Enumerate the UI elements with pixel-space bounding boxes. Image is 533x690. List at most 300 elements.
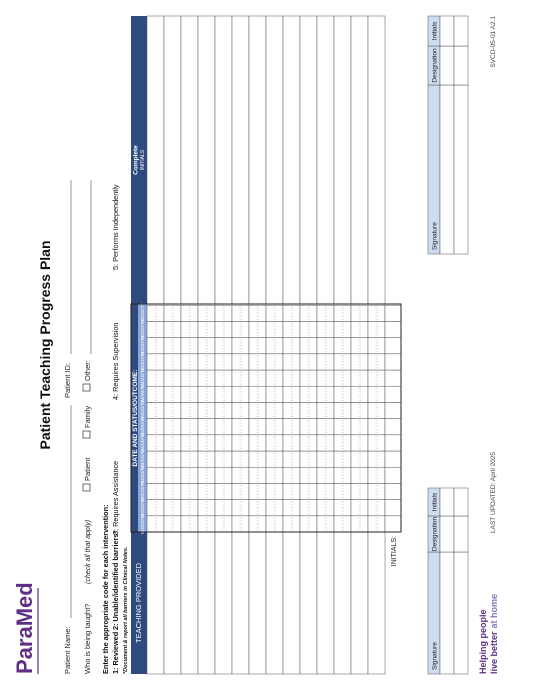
complete-initials-cell[interactable] <box>215 16 232 304</box>
option-other-label: Other: <box>83 360 92 381</box>
status-code-hint: 1 2 3 4 5 <box>307 452 311 467</box>
status-code-hint: 1 2 3 4 5 <box>205 387 209 402</box>
status-code-hint: 1 2 3 4 5 <box>188 354 192 369</box>
status-code-hint: 1 2 3 4 5 <box>341 371 345 386</box>
status-code-hint: 1 2 3 4 5 <box>154 387 158 402</box>
code-4: 4: Requires Supervision <box>111 322 120 400</box>
status-code-hint: 1 2 3 4 5 <box>239 484 243 499</box>
status-code-hint: 1 2 3 4 5 <box>256 403 260 418</box>
status-code-hint: 1 2 3 4 5 <box>290 435 294 450</box>
initials-cell[interactable] <box>385 435 401 451</box>
teaching-provided-cell[interactable] <box>249 532 266 674</box>
status-code-hint: 1 2 3 4 5 <box>307 338 311 353</box>
status-code-hint: 1 2 3 4 5 <box>205 419 209 434</box>
status-code-hint: 1 2 3 4 5 <box>273 419 277 434</box>
teaching-provided-cell[interactable] <box>232 532 249 674</box>
status-code-hint: 1 2 3 4 5 <box>205 403 209 418</box>
status-code-hint: 1 2 3 4 5 <box>358 338 362 353</box>
status-code-hint: 1 2 3 4 5 <box>154 306 158 321</box>
status-code-hint: 1 2 3 4 5 <box>358 387 362 402</box>
status-code-hint: 1 2 3 4 5 <box>154 452 158 467</box>
status-code-hint: 1 2 3 4 5 <box>375 468 379 483</box>
initials-cell[interactable] <box>385 354 401 370</box>
status-code-hint: 1 2 3 4 5 <box>324 306 328 321</box>
status-code-hint: 1 2 3 4 5 <box>154 403 158 418</box>
status-code-hint: 1 2 3 4 5 <box>341 435 345 450</box>
initials-cell[interactable] <box>385 419 401 435</box>
status-code-hint: 1 2 3 4 5 <box>290 500 294 515</box>
date-column-header: MM/DD/YY <box>140 464 145 486</box>
status-code-hint: 1 2 3 4 5 <box>324 435 328 450</box>
status-code-hint: 1 2 3 4 5 <box>222 338 226 353</box>
signature-entry-cell[interactable] <box>454 552 468 674</box>
signature-entry-cell[interactable] <box>440 488 454 516</box>
complete-initials-cell[interactable] <box>198 16 215 304</box>
teaching-provided-cell[interactable] <box>215 532 232 674</box>
status-code-hint: 1 2 3 4 5 <box>375 435 379 450</box>
status-code-hint: 1 2 3 4 5 <box>290 516 294 531</box>
status-code-hint: 1 2 3 4 5 <box>358 403 362 418</box>
status-code-hint: 1 2 3 4 5 <box>256 387 260 402</box>
status-code-hint: 1 2 3 4 5 <box>324 484 328 499</box>
status-code-hint: 1 2 3 4 5 <box>222 516 226 531</box>
initials-cell[interactable] <box>385 467 401 483</box>
status-code-hint: 1 2 3 4 5 <box>171 419 175 434</box>
status-code-hint: 1 2 3 4 5 <box>205 500 209 515</box>
signature-entry-cell[interactable] <box>440 46 454 85</box>
status-code-hint: 1 2 3 4 5 <box>154 322 158 337</box>
signature-header-label: Initials <box>431 492 439 512</box>
initials-cell[interactable] <box>385 483 401 499</box>
status-code-hint: 1 2 3 4 5 <box>188 484 192 499</box>
date-column-header: MM/DD/YY <box>140 367 145 389</box>
teaching-provided-cell[interactable] <box>283 532 300 674</box>
status-code-hint: 1 2 3 4 5 <box>205 338 209 353</box>
status-code-hint: 1 2 3 4 5 <box>239 387 243 402</box>
signature-entry-cell[interactable] <box>440 16 454 46</box>
status-code-hint: 1 2 3 4 5 <box>239 500 243 515</box>
status-code-hint: 1 2 3 4 5 <box>358 468 362 483</box>
status-code-hint: 1 2 3 4 5 <box>273 484 277 499</box>
status-code-hint: 1 2 3 4 5 <box>239 306 243 321</box>
status-code-hint: 1 2 3 4 5 <box>222 322 226 337</box>
status-code-hint: 1 2 3 4 5 <box>307 516 311 531</box>
signature-header-label: Signature <box>431 642 439 670</box>
complete-initials-cell[interactable] <box>147 16 164 304</box>
status-code-hint: 1 2 3 4 5 <box>375 387 379 402</box>
status-code-hint: 1 2 3 4 5 <box>188 338 192 353</box>
status-code-hint: 1 2 3 4 5 <box>222 500 226 515</box>
status-code-hint: 1 2 3 4 5 <box>307 403 311 418</box>
status-code-hint: 1 2 3 4 5 <box>205 306 209 321</box>
status-code-hint: 1 2 3 4 5 <box>205 371 209 386</box>
status-code-hint: 1 2 3 4 5 <box>375 306 379 321</box>
status-code-hint: 1 2 3 4 5 <box>222 387 226 402</box>
status-code-hint: 1 2 3 4 5 <box>307 435 311 450</box>
status-code-hint: 1 2 3 4 5 <box>171 516 175 531</box>
date-column-header: MM/DD/YY <box>140 416 145 438</box>
status-code-hint: 1 2 3 4 5 <box>222 354 226 369</box>
status-code-hint: 1 2 3 4 5 <box>222 435 226 450</box>
status-code-hint: 1 2 3 4 5 <box>273 338 277 353</box>
status-code-hint: 1 2 3 4 5 <box>358 419 362 434</box>
status-code-hint: 1 2 3 4 5 <box>239 338 243 353</box>
signature-header-label: Designation <box>431 516 439 552</box>
date-column-header: MM/DD/YY <box>140 497 145 519</box>
initials-cell[interactable] <box>385 370 401 386</box>
date-column-header: MM/DD/YY <box>140 383 145 405</box>
barriers-note: *Document & report all barriers in Clinical Notes. <box>123 546 129 674</box>
teaching-provided-cell[interactable] <box>368 532 385 674</box>
signature-entry-cell[interactable] <box>454 85 468 254</box>
status-code-hint: 1 2 3 4 5 <box>188 419 192 434</box>
signature-header-label: Designation <box>431 48 439 83</box>
status-code-hint: 1 2 3 4 5 <box>307 484 311 499</box>
status-code-hint: 1 2 3 4 5 <box>239 419 243 434</box>
date-column-header: MM/DD/YY <box>140 448 145 470</box>
instructions-heading: Enter the appropriate code for each intervention: <box>101 504 110 674</box>
status-code-hint: 1 2 3 4 5 <box>154 371 158 386</box>
status-code-hint: 1 2 3 4 5 <box>222 468 226 483</box>
status-code-hint: 1 2 3 4 5 <box>341 419 345 434</box>
status-code-hint: 1 2 3 4 5 <box>154 516 158 531</box>
status-code-hint: 1 2 3 4 5 <box>358 435 362 450</box>
status-code-hint: 1 2 3 4 5 <box>188 516 192 531</box>
initials-row-label: INITIALS: <box>391 536 398 567</box>
status-code-hint: 1 2 3 4 5 <box>188 452 192 467</box>
initials-cell[interactable] <box>385 305 401 321</box>
initials-cell[interactable] <box>385 386 401 402</box>
status-code-hint: 1 2 3 4 5 <box>256 338 260 353</box>
status-code-hint: 1 2 3 4 5 <box>154 354 158 369</box>
status-code-hint: 1 2 3 4 5 <box>307 306 311 321</box>
date-column-header: MM/DD/YY <box>140 302 145 324</box>
status-code-hint: 1 2 3 4 5 <box>171 403 175 418</box>
status-code-hint: 1 2 3 4 5 <box>205 452 209 467</box>
status-code-hint: 1 2 3 4 5 <box>324 354 328 369</box>
complete-initials-cell[interactable] <box>334 16 351 304</box>
status-code-hint: 1 2 3 4 5 <box>375 403 379 418</box>
signature-entry-cell[interactable] <box>454 488 468 516</box>
status-code-hint: 1 2 3 4 5 <box>273 403 277 418</box>
complete-initials-cell[interactable] <box>249 16 266 304</box>
complete-header: Complete <box>132 145 140 175</box>
status-code-hint: 1 2 3 4 5 <box>290 403 294 418</box>
status-code-hint: 1 2 3 4 5 <box>273 322 277 337</box>
status-code-hint: 1 2 3 4 5 <box>205 435 209 450</box>
status-code-hint: 1 2 3 4 5 <box>358 354 362 369</box>
teaching-provided-header: TEACHING PROVIDED <box>134 562 143 644</box>
status-code-hint: 1 2 3 4 5 <box>171 468 175 483</box>
tagline-line-1: Helping people <box>478 609 488 674</box>
status-code-hint: 1 2 3 4 5 <box>341 452 345 467</box>
status-code-hint: 1 2 3 4 5 <box>324 338 328 353</box>
complete-initials-subheader: INITIALS <box>140 149 146 171</box>
status-code-hint: 1 2 3 4 5 <box>188 306 192 321</box>
document-code: SVCD-05-01 A2.1 <box>490 16 497 68</box>
status-code-hint: 1 2 3 4 5 <box>205 322 209 337</box>
status-code-hint: 1 2 3 4 5 <box>256 516 260 531</box>
date-column-header: MM/DD/YY <box>140 481 145 502</box>
status-code-hint: 1 2 3 4 5 <box>290 387 294 402</box>
initials-cell[interactable] <box>385 321 401 337</box>
status-code-hint: 1 2 3 4 5 <box>341 484 345 499</box>
status-code-hint: 1 2 3 4 5 <box>239 468 243 483</box>
status-code-hint: 1 2 3 4 5 <box>171 354 175 369</box>
complete-initials-cell[interactable] <box>300 16 317 304</box>
status-code-hint: 1 2 3 4 5 <box>239 435 243 450</box>
status-code-hint: 1 2 3 4 5 <box>375 484 379 499</box>
status-code-hint: 1 2 3 4 5 <box>171 435 175 450</box>
status-code-hint: 1 2 3 4 5 <box>341 338 345 353</box>
tagline-live-better: live better <box>489 631 499 674</box>
code-2: 2: Unable/identified barriers* <box>111 530 120 630</box>
tagline-line-2 <box>489 594 499 674</box>
teaching-provided-cell[interactable] <box>198 532 215 674</box>
family-checkbox[interactable] <box>83 431 90 438</box>
status-code-hint: 1 2 3 4 5 <box>290 354 294 369</box>
status-code-hint: 1 2 3 4 5 <box>222 371 226 386</box>
status-code-hint: 1 2 3 4 5 <box>154 468 158 483</box>
date-column-header: MM/DD/YY <box>140 400 145 421</box>
status-code-hint: 1 2 3 4 5 <box>239 452 243 467</box>
status-code-hint: 1 2 3 4 5 <box>154 484 158 499</box>
status-code-hint: 1 2 3 4 5 <box>171 452 175 467</box>
teaching-provided-cell[interactable] <box>147 532 164 674</box>
date-column-header: MM/DD/YY <box>140 432 145 454</box>
status-code-hint: 1 2 3 4 5 <box>205 354 209 369</box>
patient-id-label: Patient ID: <box>63 362 72 398</box>
status-code-hint: 1 2 3 4 5 <box>341 468 345 483</box>
status-code-hint: 1 2 3 4 5 <box>273 516 277 531</box>
initials-cell[interactable] <box>385 338 401 354</box>
status-code-hint: 1 2 3 4 5 <box>256 452 260 467</box>
status-code-hint: 1 2 3 4 5 <box>171 338 175 353</box>
complete-initials-cell[interactable] <box>317 16 334 304</box>
teaching-provided-cell[interactable] <box>181 532 198 674</box>
status-code-hint: 1 2 3 4 5 <box>358 500 362 515</box>
who-taught-label: Who is being taught? <box>83 603 92 674</box>
status-code-hint: 1 2 3 4 5 <box>341 354 345 369</box>
status-code-hint: 1 2 3 4 5 <box>239 322 243 337</box>
status-code-hint: 1 2 3 4 5 <box>171 387 175 402</box>
status-code-hint: 1 2 3 4 5 <box>273 387 277 402</box>
status-code-hint: 1 2 3 4 5 <box>307 371 311 386</box>
status-code-hint: 1 2 3 4 5 <box>341 387 345 402</box>
status-code-hint: 1 2 3 4 5 <box>358 306 362 321</box>
status-code-hint: 1 2 3 4 5 <box>222 419 226 434</box>
status-code-hint: 1 2 3 4 5 <box>324 371 328 386</box>
teaching-progress-table <box>131 16 401 674</box>
status-code-hint: 1 2 3 4 5 <box>256 419 260 434</box>
status-code-hint: 1 2 3 4 5 <box>307 468 311 483</box>
teaching-provided-cell[interactable] <box>164 532 181 674</box>
status-code-hint: 1 2 3 4 5 <box>188 435 192 450</box>
status-code-hint: 1 2 3 4 5 <box>324 387 328 402</box>
status-code-hint: 1 2 3 4 5 <box>239 403 243 418</box>
status-code-hint: 1 2 3 4 5 <box>188 500 192 515</box>
status-code-hint: 1 2 3 4 5 <box>154 338 158 353</box>
status-code-hint: 1 2 3 4 5 <box>154 500 158 515</box>
who-taught-hint: (check all that apply) <box>85 519 92 584</box>
teaching-provided-cell[interactable] <box>266 532 283 674</box>
patient-checkbox[interactable] <box>83 484 90 491</box>
status-code-hint: 1 2 3 4 5 <box>222 306 226 321</box>
status-code-hint: 1 2 3 4 5 <box>375 516 379 531</box>
status-code-hint: 1 2 3 4 5 <box>222 484 226 499</box>
status-code-hint: 1 2 3 4 5 <box>273 452 277 467</box>
teaching-provided-cell[interactable] <box>351 532 368 674</box>
status-code-hint: 1 2 3 4 5 <box>205 516 209 531</box>
teaching-provided-cell[interactable] <box>334 532 351 674</box>
option-patient-label: Patient <box>83 457 92 481</box>
complete-initials-cell[interactable] <box>368 16 385 304</box>
signature-entry-cell[interactable] <box>440 516 454 552</box>
status-code-hint: 1 2 3 4 5 <box>239 371 243 386</box>
status-code-hint: 1 2 3 4 5 <box>358 371 362 386</box>
status-code-hint: 1 2 3 4 5 <box>256 306 260 321</box>
signature-entry-cell[interactable] <box>454 46 468 85</box>
signature-entry-cell[interactable] <box>454 16 468 46</box>
status-code-hint: 1 2 3 4 5 <box>171 306 175 321</box>
status-code-hint: 1 2 3 4 5 <box>358 484 362 499</box>
status-code-hint: 1 2 3 4 5 <box>324 500 328 515</box>
signature-entry-cell[interactable] <box>440 85 454 254</box>
status-code-hint: 1 2 3 4 5 <box>188 403 192 418</box>
initials-cell[interactable] <box>385 516 401 532</box>
status-code-hint: 1 2 3 4 5 <box>375 338 379 353</box>
status-code-hint: 1 2 3 4 5 <box>341 306 345 321</box>
status-code-hint: 1 2 3 4 5 <box>341 403 345 418</box>
status-code-hint: 1 2 3 4 5 <box>273 468 277 483</box>
status-code-hint: 1 2 3 4 5 <box>375 500 379 515</box>
date-column-header: MM/DD/YY <box>140 351 145 373</box>
complete-initials-cell[interactable] <box>164 16 181 304</box>
signature-header-label: Signature <box>431 222 439 250</box>
status-code-hint: 1 2 3 4 5 <box>375 371 379 386</box>
status-code-hint: 1 2 3 4 5 <box>239 516 243 531</box>
status-code-hint: 1 2 3 4 5 <box>358 452 362 467</box>
status-code-hint: 1 2 3 4 5 <box>341 516 345 531</box>
status-code-hint: 1 2 3 4 5 <box>171 371 175 386</box>
status-code-hint: 1 2 3 4 5 <box>324 516 328 531</box>
status-code-hint: 1 2 3 4 5 <box>188 371 192 386</box>
status-code-hint: 1 2 3 4 5 <box>188 387 192 402</box>
code-5: 5: Performs Independently <box>111 184 120 270</box>
status-code-hint: 1 2 3 4 5 <box>290 306 294 321</box>
status-code-hint: 1 2 3 4 5 <box>290 452 294 467</box>
status-code-hint: 1 2 3 4 5 <box>273 435 277 450</box>
status-code-hint: 1 2 3 4 5 <box>341 500 345 515</box>
initials-cell[interactable] <box>385 402 401 418</box>
status-code-hint: 1 2 3 4 5 <box>290 484 294 499</box>
status-code-hint: 1 2 3 4 5 <box>273 306 277 321</box>
status-code-hint: 1 2 3 4 5 <box>307 322 311 337</box>
page-title: Patient Teaching Progress Plan <box>37 240 53 450</box>
date-column-header: MM/DD/YY <box>140 335 145 357</box>
status-code-hint: 1 2 3 4 5 <box>154 435 158 450</box>
status-code-hint: 1 2 3 4 5 <box>273 500 277 515</box>
initials-cell[interactable] <box>385 451 401 467</box>
last-updated: LAST UPDATED: April 2025 <box>490 451 497 533</box>
status-code-hint: 1 2 3 4 5 <box>324 322 328 337</box>
status-code-hint: 1 2 3 4 5 <box>222 403 226 418</box>
status-code-hint: 1 2 3 4 5 <box>256 500 260 515</box>
status-code-hint: 1 2 3 4 5 <box>256 484 260 499</box>
status-code-hint: 1 2 3 4 5 <box>205 484 209 499</box>
complete-initials-cell[interactable] <box>266 16 283 304</box>
status-code-hint: 1 2 3 4 5 <box>273 371 277 386</box>
status-code-hint: 1 2 3 4 5 <box>290 468 294 483</box>
status-code-hint: 1 2 3 4 5 <box>307 354 311 369</box>
status-code-hint: 1 2 3 4 5 <box>188 322 192 337</box>
date-status-header: DATE AND STATUS/OUTCOME: <box>132 369 139 467</box>
status-code-hint: 1 2 3 4 5 <box>324 419 328 434</box>
status-code-hint: 1 2 3 4 5 <box>290 322 294 337</box>
status-code-hint: 1 2 3 4 5 <box>290 371 294 386</box>
status-code-hint: 1 2 3 4 5 <box>256 371 260 386</box>
signature-entry-cell[interactable] <box>440 552 454 674</box>
status-code-hint: 1 2 3 4 5 <box>154 419 158 434</box>
signature-table <box>428 16 468 674</box>
status-code-hint: 1 2 3 4 5 <box>171 484 175 499</box>
patient-name-label: Patient Name: <box>63 626 72 674</box>
status-code-hint: 1 2 3 4 5 <box>324 403 328 418</box>
status-code-hint: 1 2 3 4 5 <box>171 500 175 515</box>
status-code-hint: 1 2 3 4 5 <box>375 419 379 434</box>
status-code-hint: 1 2 3 4 5 <box>188 468 192 483</box>
status-code-hint: 1 2 3 4 5 <box>171 322 175 337</box>
status-code-hint: 1 2 3 4 5 <box>239 354 243 369</box>
status-code-hint: 1 2 3 4 5 <box>256 354 260 369</box>
teaching-provided-cell[interactable] <box>300 532 317 674</box>
status-code-hint: 1 2 3 4 5 <box>290 419 294 434</box>
other-checkbox[interactable] <box>83 384 90 391</box>
code-3: 3: Requires Assistance <box>111 460 120 535</box>
status-code-hint: 1 2 3 4 5 <box>307 387 311 402</box>
initials-cell[interactable] <box>385 500 401 516</box>
status-code-hint: 1 2 3 4 5 <box>273 354 277 369</box>
teaching-provided-cell[interactable] <box>317 532 334 674</box>
status-code-hint: 1 2 3 4 5 <box>358 322 362 337</box>
status-code-hint: 1 2 3 4 5 <box>324 468 328 483</box>
status-code-hint: 1 2 3 4 5 <box>222 452 226 467</box>
complete-initials-cell[interactable] <box>351 16 368 304</box>
status-code-hint: 1 2 3 4 5 <box>256 322 260 337</box>
paramed-logo: ParaMed <box>12 582 37 674</box>
status-code-hint: 1 2 3 4 5 <box>358 516 362 531</box>
status-code-hint: 1 2 3 4 5 <box>205 468 209 483</box>
status-code-hint: 1 2 3 4 5 <box>290 338 294 353</box>
complete-initials-cell[interactable] <box>283 16 300 304</box>
status-code-hint: 1 2 3 4 5 <box>324 452 328 467</box>
complete-initials-cell[interactable] <box>181 16 198 304</box>
status-code-hint: 1 2 3 4 5 <box>375 322 379 337</box>
tagline-at-home: at home <box>489 593 499 629</box>
status-code-hint: 1 2 3 4 5 <box>375 452 379 467</box>
status-code-hint: 1 2 3 4 5 <box>307 500 311 515</box>
date-column-header: MM/DD/YY <box>140 513 145 535</box>
signature-header-label: Initials <box>431 21 439 41</box>
status-code-hint: 1 2 3 4 5 <box>256 468 260 483</box>
date-column-header: MM/DD/YY <box>140 319 145 340</box>
code-1: 1: Reviewed <box>111 631 120 674</box>
option-family-label: Family <box>83 405 92 428</box>
complete-initials-cell[interactable] <box>232 16 249 304</box>
status-code-hint: 1 2 3 4 5 <box>375 354 379 369</box>
signature-entry-cell[interactable] <box>454 516 468 552</box>
status-code-hint: 1 2 3 4 5 <box>256 435 260 450</box>
